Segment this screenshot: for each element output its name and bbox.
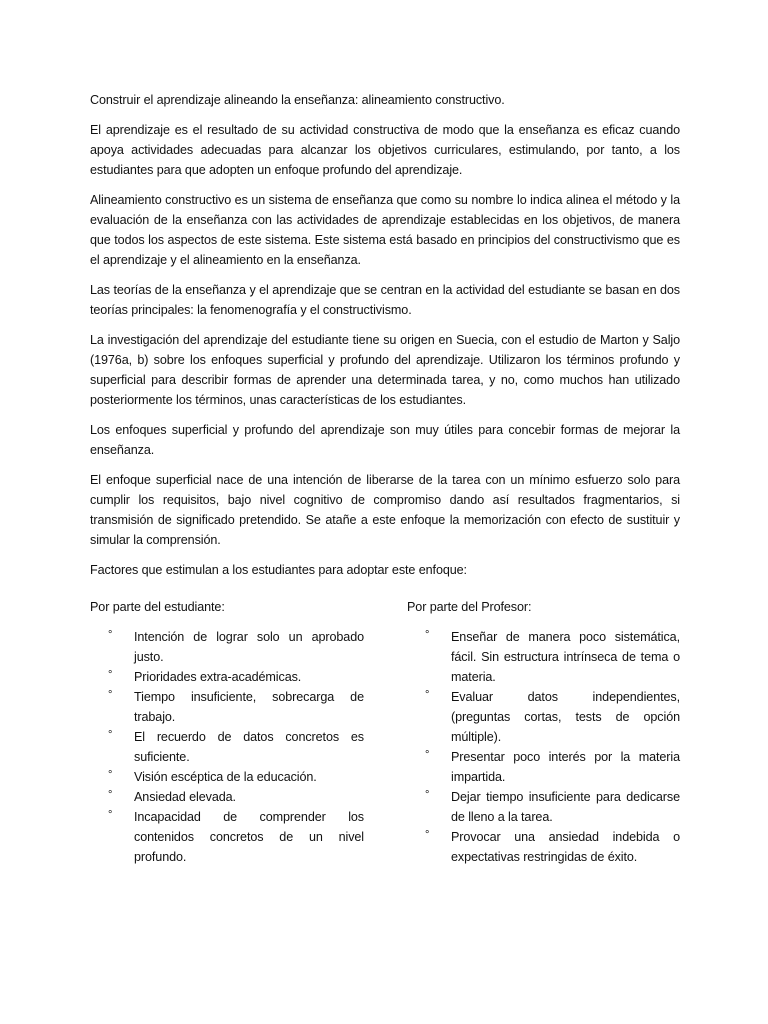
paragraph-theories: Las teorías de la enseñanza y el aprendizaje que se centran en la actividad del estudiante se basan en dos teorías principales: la fenomenografía y el constructivismo.: [90, 283, 680, 317]
student-factors-heading: Por parte del estudiante:: [90, 600, 225, 614]
document-title: Construir el aprendizaje alineando la enseñanza: alineamiento constructivo.: [90, 93, 505, 107]
bullet-icon: °: [425, 829, 430, 841]
bullet-icon: °: [108, 729, 113, 741]
teacher-factors-heading: Por parte del Profesor:: [407, 600, 532, 614]
factors-columns: [90, 597, 680, 877]
paragraph-surface-approach: El enfoque superficial nace de una intención de liberarse de la tarea con un mínimo esfuerzo solo para cumplir los requisitos, bajo nivel cognitivo de compromiso dando así resultados fragmentarios, si transmisión de significado pretendido. Se atañe a este enfoque la memorización con efecto de sustituir y simular la comprensión.: [90, 473, 680, 547]
list-item-text: Intención de lograr solo un aprobado justo.: [134, 630, 364, 664]
teacher-factors-list: [407, 627, 680, 867]
list-item: [407, 627, 680, 687]
list-item-text: Prioridades extra-académicas.: [134, 670, 302, 684]
list-item: [90, 807, 364, 867]
list-item: [407, 687, 680, 747]
bullet-icon: °: [108, 629, 113, 641]
bullet-icon: °: [425, 789, 430, 801]
paragraph-learning-result: El aprendizaje es el resultado de su actividad constructiva de modo que la enseñanza es eficaz cuando apoya actividades adecuadas para alcanzar los objetivos curriculares, estimulando, por tanto, a los estudiantes para que adopten un enfoque profundo del aprendizaje.: [90, 123, 680, 177]
list-item-text: Tiempo insuficiente, sobrecarga de trabajo.: [134, 690, 364, 724]
paragraph-constructive-alignment: Alineamiento constructivo es un sistema de enseñanza que como su nombre lo indica alinea el método y la evaluación de la enseñanza con las actividades de aprendizaje establecidas en los objetivos, de manera que todos los aspectos de este sistema. Este sistema está basado en principios del constructivismo que es el aprendizaje y el alineamiento en la enseñanza.: [90, 193, 680, 267]
paragraph-factors-intro: Factores que estimulan a los estudiantes para adoptar este enfoque:: [90, 563, 467, 577]
bullet-icon: °: [425, 689, 430, 701]
list-item-text: Enseñar de manera poco sistemática, fácil. Sin estructura intrínseca de tema o materia.: [451, 630, 680, 684]
list-item: [90, 667, 364, 687]
list-item: [90, 767, 364, 787]
paragraph-research-origin: La investigación del aprendizaje del estudiante tiene su origen en Suecia, con el estudio de Marton y Saljo (1976a, b) sobre los enfoques superficial y profundo del aprendizaje. Utilizaron los términos profundo y superficial para describir formas de aprender una determinada tarea, y no, como muchos han utilizado posteriormente los términos, unas características de los estudiantes.: [90, 333, 680, 407]
bullet-icon: °: [108, 689, 113, 701]
list-item-text: Ansiedad elevada.: [134, 790, 236, 804]
bullet-icon: °: [425, 749, 430, 761]
list-item: [407, 787, 680, 827]
bullet-icon: °: [108, 669, 113, 681]
list-item: [90, 687, 364, 727]
list-item-text: Visión escéptica de la educación.: [134, 770, 317, 784]
list-item: [90, 627, 364, 667]
bullet-icon: °: [108, 769, 113, 781]
teacher-factors-column: [407, 597, 680, 867]
list-item: [407, 827, 680, 867]
document-body: [90, 90, 680, 590]
list-item-text: Incapacidad de comprender los contenidos concretos de un nivel profundo.: [134, 810, 364, 864]
list-item: [90, 727, 364, 767]
list-item-text: Provocar una ansiedad indebida o expectativas restringidas de éxito.: [451, 830, 680, 864]
list-item-text: Evaluar datos independientes, (preguntas cortas, tests de opción múltiple).: [451, 690, 680, 744]
list-item: [407, 747, 680, 787]
bullet-icon: °: [108, 789, 113, 801]
bullet-icon: °: [425, 629, 430, 641]
list-item-text: Presentar poco interés por la materia impartida.: [451, 750, 680, 784]
list-item: [90, 787, 364, 807]
bullet-icon: °: [108, 809, 113, 821]
paragraph-approaches: Los enfoques superficial y profundo del aprendizaje son muy útiles para concebir formas de mejorar la enseñanza.: [90, 423, 680, 457]
list-item-text: Dejar tiempo insuficiente para dedicarse de lleno a la tarea.: [451, 790, 680, 824]
list-item-text: El recuerdo de datos concretos es suficiente.: [134, 730, 364, 764]
student-factors-column: [90, 597, 364, 867]
student-factors-list: [90, 627, 364, 867]
